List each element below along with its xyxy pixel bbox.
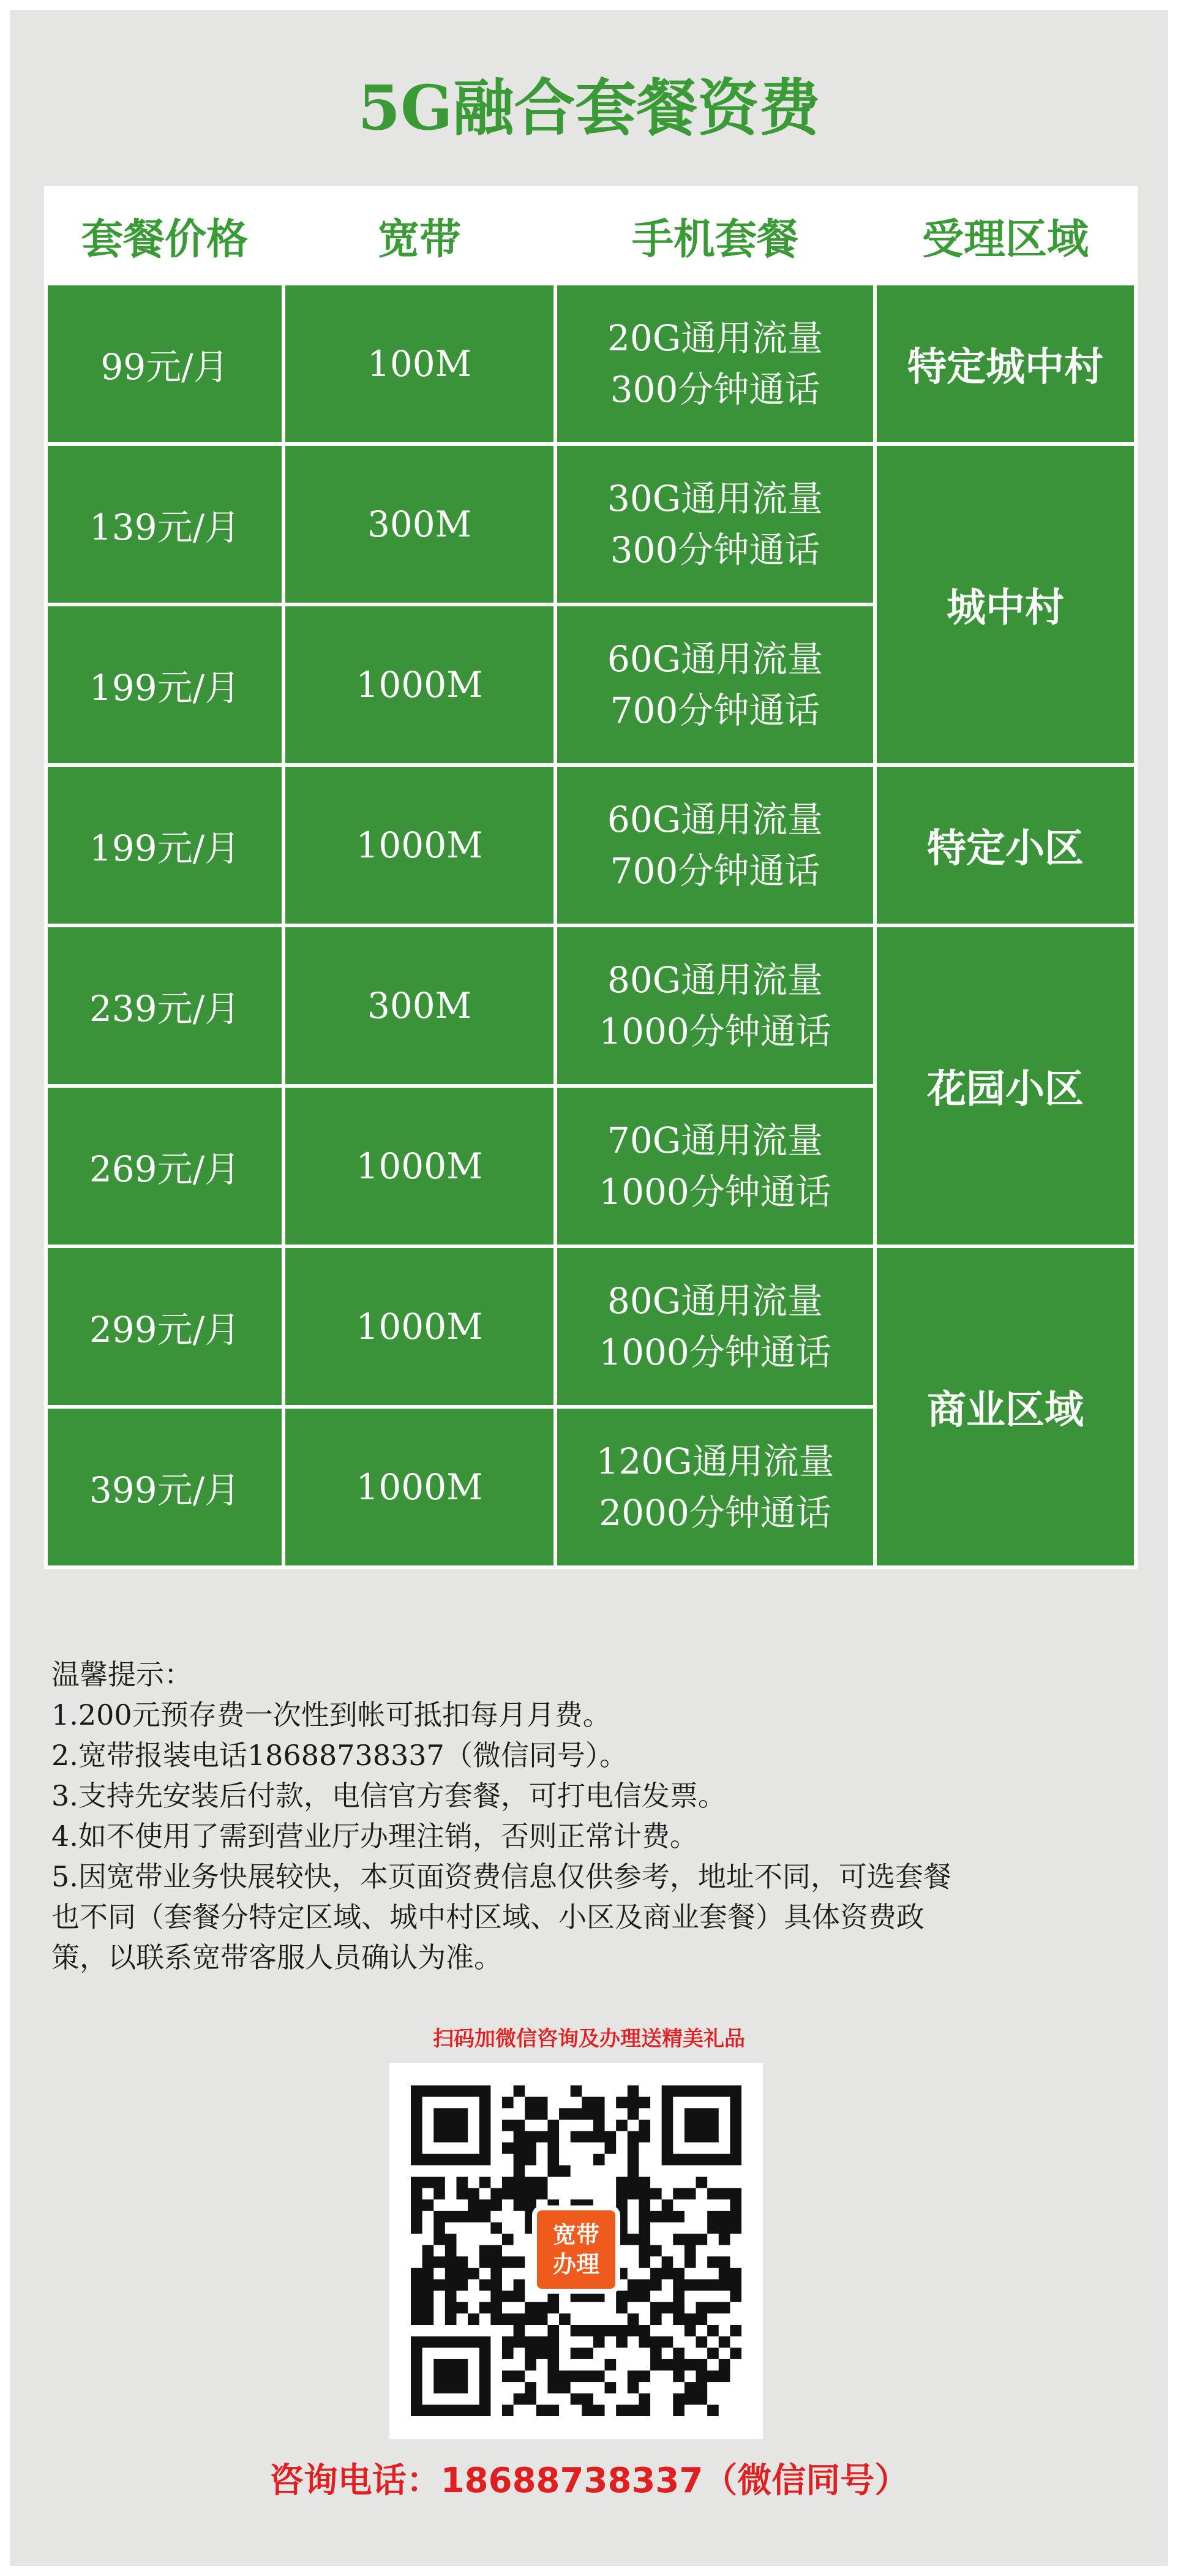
page-title: 5G融合套餐资费 [358,72,820,144]
plan-data: 60G通用流量 [607,638,823,680]
plan-data: 120G通用流量 [596,1441,835,1482]
region-cell: 特定城中村 [875,284,1136,444]
plan-minutes: 2000分钟通话 [599,1492,831,1534]
plan-minutes: 1000分钟通话 [599,1011,831,1052]
header-price: 套餐价格 [46,188,283,284]
region-cell: 城中村 [875,444,1136,765]
tips-heading: 温馨提示： [51,1658,192,1691]
broadband-badge [532,2205,620,2294]
plan-data: 70G通用流量 [607,1120,823,1161]
bandwidth-cell: 1000M [283,604,555,765]
mobile-plan-cell [555,284,875,444]
price-cell: 269元/月 [46,1086,283,1246]
region-cell: 商业区域 [875,1246,1136,1567]
plan-minutes: 300分钟通话 [610,529,820,571]
price-cell: 239元/月 [46,925,283,1086]
table-row [46,765,1136,925]
mobile-plan-cell [555,1246,875,1407]
bandwidth-cell: 1000M [283,1407,555,1567]
tip-line: 策，以联系宽带客服人员确认为准。 [51,1941,502,1974]
badge-line2: 办理 [552,2251,599,2278]
plan-data: 20G通用流量 [607,317,823,359]
price-cell: 139元/月 [46,444,283,604]
header-region: 受理区域 [875,188,1136,284]
qr-caption: 扫码加微信咨询及办理送精美礼品 [433,2027,745,2051]
price-cell: 199元/月 [46,765,283,925]
mobile-plan-cell [555,925,875,1086]
plan-minutes: 700分钟通话 [610,850,820,892]
bandwidth-cell: 1000M [283,1086,555,1246]
tip-line: 3.支持先安装后付款，电信官方套餐，可打电信发票。 [51,1779,726,1812]
bandwidth-cell: 100M [283,284,555,444]
region-cell: 花园小区 [875,925,1136,1246]
plan-data: 80G通用流量 [607,959,823,1001]
bandwidth-cell: 300M [283,925,555,1086]
header-bandwidth: 宽带 [283,188,555,284]
tip-line: 5.因宽带业务快展较快，本页面资费信息仅供参考，地址不同，可选套餐 [51,1860,951,1893]
plan-table [44,186,1138,1569]
poster [10,10,1168,2566]
price-cell: 399元/月 [46,1407,283,1567]
plan-data: 30G通用流量 [607,478,823,519]
plan-minutes: 1000分钟通话 [599,1171,831,1213]
badge-line1: 宽带 [552,2221,599,2248]
mobile-plan-cell [555,1407,875,1567]
plan-minutes: 1000分钟通话 [599,1331,831,1373]
tips-section [51,1654,1141,1978]
contact-phone: 咨询电话：18688738337（微信同号） [269,2461,909,2501]
wechat-qr-code[interactable] [389,2063,763,2439]
price-cell: 99元/月 [46,284,283,444]
tip-line: 2.宽带报装电话18688738337（微信同号）。 [51,1739,628,1772]
table-row [46,925,1136,1086]
bandwidth-cell: 300M [283,444,555,604]
table-row [46,1246,1136,1407]
region-cell: 特定小区 [875,765,1136,925]
price-cell: 199元/月 [46,604,283,765]
table-row [46,444,1136,604]
mobile-plan-cell [555,604,875,765]
bandwidth-cell: 1000M [283,1246,555,1407]
mobile-plan-cell [555,765,875,925]
table-row [46,284,1136,444]
price-cell: 299元/月 [46,1246,283,1407]
mobile-plan-cell [555,444,875,604]
plan-minutes: 300分钟通话 [610,369,820,410]
plan-data: 80G通用流量 [607,1280,823,1322]
header-mobile-plan: 手机套餐 [555,188,875,284]
table-header-row [46,188,1136,284]
tip-line: 也不同（套餐分特定区域、城中村区域、小区及商业套餐）具体资费政 [51,1900,925,1934]
plan-minutes: 700分钟通话 [610,690,820,731]
tip-line: 1.200元预存费一次性到帐可抵扣每月月费。 [51,1698,611,1731]
plan-data: 60G通用流量 [607,799,823,840]
tip-line: 4.如不使用了需到营业厅办理注销，否则正常计费。 [51,1820,698,1853]
bandwidth-cell: 1000M [283,765,555,925]
mobile-plan-cell [555,1086,875,1246]
